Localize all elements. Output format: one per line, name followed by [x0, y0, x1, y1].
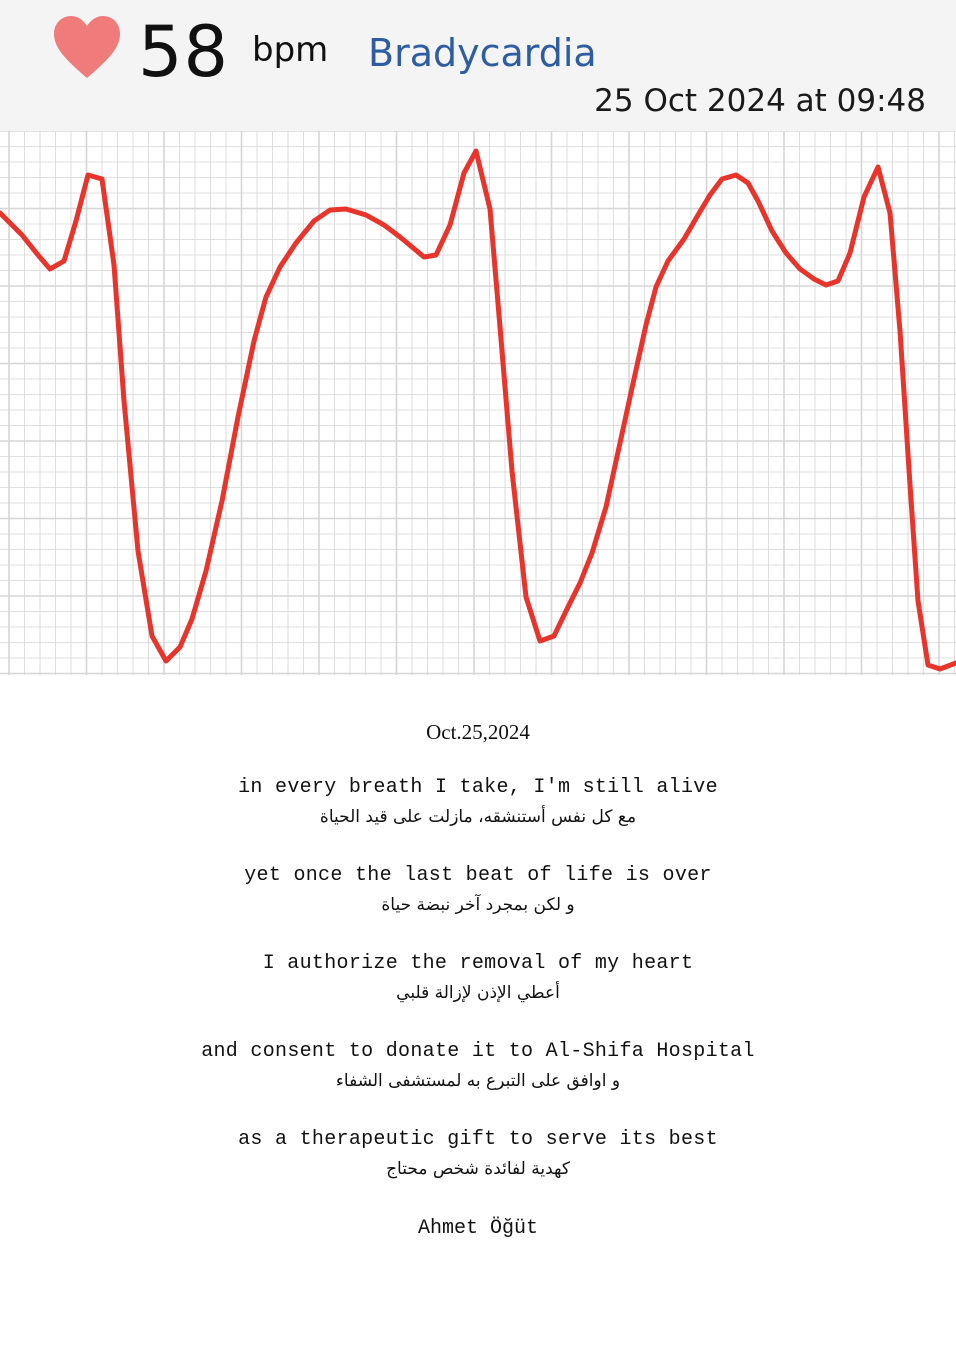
heart-rate-status: Bradycardia: [368, 31, 597, 75]
donation-letter: [0, 712, 956, 1244]
heart-icon: [52, 14, 122, 80]
stanza-2: [0, 862, 956, 920]
stanza-3: [0, 950, 956, 1008]
stanza-arabic-line: مع كل نفس أستنشقه، مازلت على قيد الحياة: [319, 807, 637, 827]
stanza-1: [0, 774, 956, 832]
measurement-timestamp: 25 Oct 2024 at 09:48: [594, 83, 926, 119]
signature: Ahmet Öğüt: [417, 1217, 539, 1240]
stanza-english-line: as a therapeutic gift to serve its best: [238, 1128, 718, 1151]
ecg-chart: [0, 131, 956, 675]
stanza-english-line: and consent to donate it to Al-Shifa Hospital: [201, 1040, 755, 1063]
heart-rate-header: [0, 0, 956, 131]
bpm-value: 58: [138, 11, 230, 93]
stanza-arabic-line: أعطي الإذن لإزالة قلبي: [396, 983, 560, 1003]
stanza-5: [0, 1126, 956, 1184]
stanza-arabic-line: و لكن بمجرد آخر نبضة حياة: [381, 895, 575, 915]
stanza-4: [0, 1038, 956, 1096]
stanza-arabic-line: و اوافق على التبرع به لمستشفى الشفاء: [335, 1071, 621, 1091]
stanza-arabic-line: كهدية لفائدة شخص محتاج: [386, 1159, 570, 1179]
stanza-english-line: in every breath I take, I'm still alive: [238, 776, 718, 799]
stanza-english-line: I authorize the removal of my heart: [262, 952, 694, 975]
bpm-unit: bpm: [252, 30, 329, 70]
letter-date: Oct.25,2024: [426, 720, 530, 744]
stanza-english-line: yet once the last beat of life is over: [244, 864, 712, 887]
